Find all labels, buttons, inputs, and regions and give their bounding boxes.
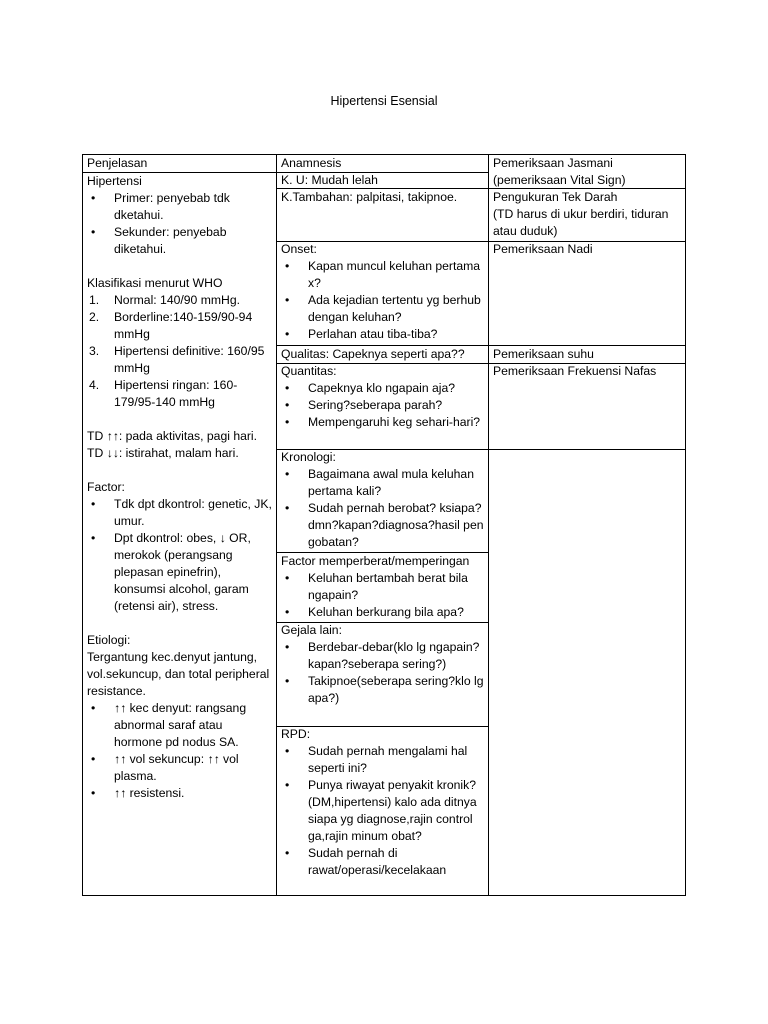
nadi-cell: Pemeriksaan Nadi (493, 242, 593, 256)
keluhan-utama-cell: K. U: Mudah lelah (281, 173, 378, 187)
list-item: • Keluhan berkurang bila apa? (281, 604, 484, 621)
list-item: • Sudah pernah berobat? ksiapa?dmn?kapan?diagnosa?hasil pengobatan? (281, 500, 484, 551)
kronologi-cell (277, 449, 488, 551)
onset-label: Onset: (281, 242, 317, 256)
list-item: • Capeknya klo ngapain aja? (281, 380, 484, 397)
gejala-lain-list (281, 639, 484, 707)
quantitas-list (281, 380, 484, 431)
etiologi-text: Tergantung kec.denyut jantung, vol.sekuncup, dan total peripheral resistance. (87, 650, 270, 698)
list-item: • Dpt dkontrol: obes, ↓ OR, merokok (perangsang plepasan epinefrin), konsumsi alcohol, garam (retensi air), stress. (87, 530, 272, 615)
klasifikasi-label: Klasifikasi menurut WHO (87, 276, 223, 290)
factor-cell (277, 553, 488, 621)
rpd-label: RPD: (281, 727, 311, 741)
page-title: Hipertensi Esensial (330, 94, 438, 108)
tekanan-darah-cell (489, 189, 686, 240)
td-down-text: TD ↓↓: istirahat, malam hari. (87, 446, 239, 460)
list-item: • Bagaimana awal mula keluhan pertama kali? (281, 466, 484, 500)
header-pemeriksaan-line2: (pemeriksaan Vital Sign) (493, 173, 626, 187)
list-item: • Takipnoe(seberapa sering?klo lg apa?) (281, 673, 484, 707)
factor-memperberat-list (281, 570, 484, 621)
header-pemeriksaan-jasmani (489, 155, 686, 189)
column-divider-2 (488, 155, 489, 895)
penjelasan-cell (83, 173, 276, 802)
tekanan-darah-note: (TD harus di ukur berdiri, tiduran atau duduk) (493, 207, 669, 238)
rpd-list (281, 743, 484, 879)
list-item: 4. Hipertensi ringan: 160-179/95-140 mmHg (89, 378, 238, 409)
suhu-cell: Pemeriksaan suhu (493, 347, 594, 361)
list-item: • Kapan muncul keluhan pertama x? (281, 258, 484, 292)
onset-list (281, 258, 484, 343)
keluhan-tambahan-cell: K.Tambahan: palpitasi, takipnoe. (281, 190, 458, 204)
list-item: • Sekunder: penyebab diketahui. (87, 224, 272, 258)
factor-list (87, 496, 272, 615)
frekuensi-nafas-cell: Pemeriksaan Frekuensi Nafas (493, 364, 657, 378)
list-item: • Punya riwayat penyakit kronik?(DM,hipertensi) kalo ada ditnya siapa yg diagnose,rajin control ga,rajin minum obat? (281, 777, 484, 845)
list-item: 1. Normal: 140/90 mmHg. (89, 293, 240, 307)
etiologi-list (87, 700, 272, 802)
list-item: • Sudah pernah mengalami hal seperti ini? (281, 743, 484, 777)
factor-memperberat-label: Factor memperberat/memperingan (281, 554, 470, 568)
gejala-lain-cell (277, 622, 488, 707)
list-item: • Mempengaruhi keg sehari-hari? (281, 414, 484, 431)
list-item: • ↑↑ resistensi. (87, 785, 272, 802)
kronologi-label: Kronologi: (281, 450, 336, 464)
anamnesis-table (82, 154, 686, 896)
hipertensi-type-list (87, 190, 272, 258)
list-item: 2. Borderline:140-159/90-94 mmHg (89, 310, 253, 341)
kronologi-list (281, 466, 484, 551)
list-item: • Sering?seberapa parah? (281, 397, 484, 414)
onset-cell (277, 241, 488, 343)
header-anamnesis: Anamnesis (281, 156, 342, 170)
gejala-lain-label: Gejala lain: (281, 623, 342, 637)
header-pemeriksaan-line1: Pemeriksaan Jasmani (493, 156, 613, 170)
td-up-text: TD ↑↑: pada aktivitas, pagi hari. (87, 429, 258, 443)
list-item: 3. Hipertensi definitive: 160/95 mmHg (89, 344, 265, 375)
list-item: • ↑↑ kec denyut: rangsang abnormal saraf atau hormone pd nodus SA. (87, 700, 272, 751)
list-item: • Perlahan atau tiba-tiba? (281, 326, 484, 343)
factor-label: Factor: (87, 480, 125, 494)
quantitas-cell (277, 363, 488, 431)
list-item: • Keluhan bertambah berat bila ngapain? (281, 570, 484, 604)
list-item: • Sudah pernah di rawat/operasi/kecelakaan (281, 845, 484, 879)
list-item: • Primer: penyebab tdk dketahui. (87, 190, 272, 224)
hipertensi-label: Hipertensi (87, 174, 142, 188)
list-item: • Berdebar-debar(klo lg ngapain?kapan?seberapa sering?) (281, 639, 484, 673)
list-item: • Tdk dpt dkontrol: genetic, JK, umur. (87, 496, 272, 530)
list-item: • ↑↑ vol sekuncup: ↑↑ vol plasma. (87, 751, 272, 785)
rpd-cell (277, 726, 488, 879)
klasifikasi-list (87, 292, 272, 411)
etiologi-label: Etiologi: (87, 633, 131, 647)
header-penjelasan: Penjelasan (87, 156, 148, 170)
quantitas-label: Quantitas: (281, 364, 337, 378)
qualitas-cell: Qualitas: Capeknya seperti apa?? (281, 347, 465, 361)
list-item: • Ada kejadian tertentu yg berhub dengan keluhan? (281, 292, 484, 326)
tekanan-darah-label: Pengukuran Tek Darah (493, 190, 618, 204)
